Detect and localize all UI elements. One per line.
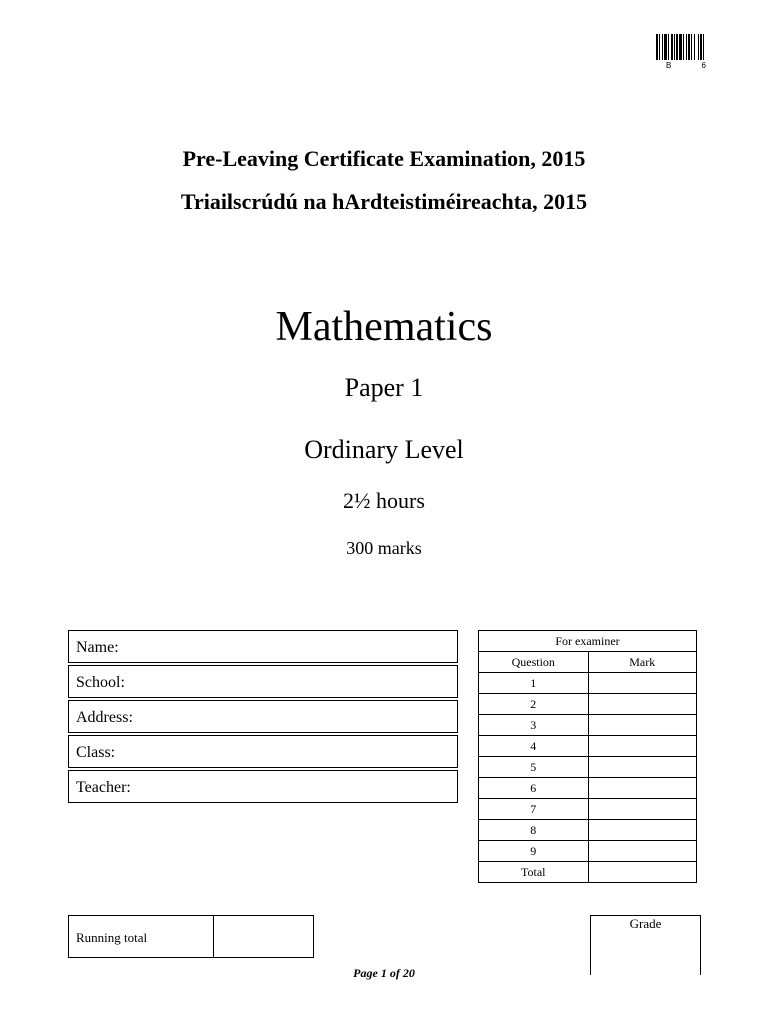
- barcode-bar: [679, 34, 682, 60]
- barcode-bar: [683, 34, 684, 60]
- barcode-bar: [656, 34, 658, 60]
- question-column-header: Question: [479, 652, 589, 673]
- barcode-image: [656, 34, 724, 62]
- running-total-divider: [213, 916, 214, 957]
- running-total-label: Running total: [76, 930, 148, 945]
- table-row: [479, 757, 697, 778]
- name-field[interactable]: Name:: [68, 630, 458, 663]
- address-field[interactable]: Address:: [68, 700, 458, 733]
- barcode-bar: [698, 34, 699, 60]
- barcode-code: B 6: [665, 61, 720, 70]
- table-row: [479, 694, 697, 715]
- barcode-bar: [703, 34, 704, 60]
- mark-cell[interactable]: [588, 715, 696, 736]
- mark-cell[interactable]: [588, 799, 696, 820]
- mark-cell[interactable]: [588, 820, 696, 841]
- barcode-bar: [688, 34, 690, 60]
- table-row: [479, 778, 697, 799]
- table-row: [479, 820, 697, 841]
- examiner-table-title: For examiner: [479, 631, 697, 652]
- barcode-bar: [659, 34, 660, 60]
- exam-level: Ordinary Level: [304, 435, 464, 464]
- mark-cell[interactable]: [588, 736, 696, 757]
- mark-column-header: Mark: [588, 652, 696, 673]
- question-number: 2: [479, 694, 589, 715]
- class-field[interactable]: Class:: [68, 735, 458, 768]
- table-row: [479, 673, 697, 694]
- table-row: [479, 862, 697, 883]
- exam-title-english: Pre-Leaving Certificate Examination, 2015: [182, 146, 586, 171]
- question-number: 1: [479, 673, 589, 694]
- subject-title: Mathematics: [275, 304, 493, 350]
- table-row: [479, 736, 697, 757]
- exam-duration: 2½ hours: [343, 488, 425, 513]
- paper-number: Paper 1: [344, 373, 424, 402]
- barcode-bar: [686, 34, 687, 60]
- question-number: 3: [479, 715, 589, 736]
- examiner-table: [478, 630, 697, 883]
- mark-cell[interactable]: [588, 673, 696, 694]
- teacher-field[interactable]: Teacher:: [68, 770, 458, 803]
- barcode-bar: [691, 34, 692, 60]
- question-number: 9: [479, 841, 589, 862]
- table-row: [479, 799, 697, 820]
- question-number: 8: [479, 820, 589, 841]
- barcode-bar: [662, 34, 663, 60]
- barcode-bar: [674, 34, 675, 60]
- mark-cell[interactable]: [588, 778, 696, 799]
- barcode-bar: [668, 34, 669, 60]
- mark-cell[interactable]: [588, 757, 696, 778]
- question-number: 5: [479, 757, 589, 778]
- running-total-box: [68, 915, 314, 958]
- total-mark-cell[interactable]: [588, 862, 696, 883]
- mark-cell[interactable]: [588, 694, 696, 715]
- page-number: Page 1 of 20: [353, 966, 415, 980]
- table-row: [479, 841, 697, 862]
- question-number: 7: [479, 799, 589, 820]
- exam-title-irish: Triailscrúdú na hArdteistiméireachta, 2015: [180, 189, 588, 214]
- mark-cell[interactable]: [588, 841, 696, 862]
- total-label: Total: [479, 862, 589, 883]
- exam-marks: 300 marks: [346, 538, 422, 558]
- school-field[interactable]: School:: [68, 665, 458, 698]
- barcode-bar: [671, 34, 673, 60]
- grade-label: Grade: [629, 916, 662, 931]
- question-number: 4: [479, 736, 589, 757]
- barcode-bar: [676, 34, 678, 60]
- barcode-bar: [694, 34, 695, 60]
- barcode-bar: [700, 34, 702, 60]
- question-number: 6: [479, 778, 589, 799]
- barcode-bar: [664, 34, 667, 60]
- table-row: [479, 715, 697, 736]
